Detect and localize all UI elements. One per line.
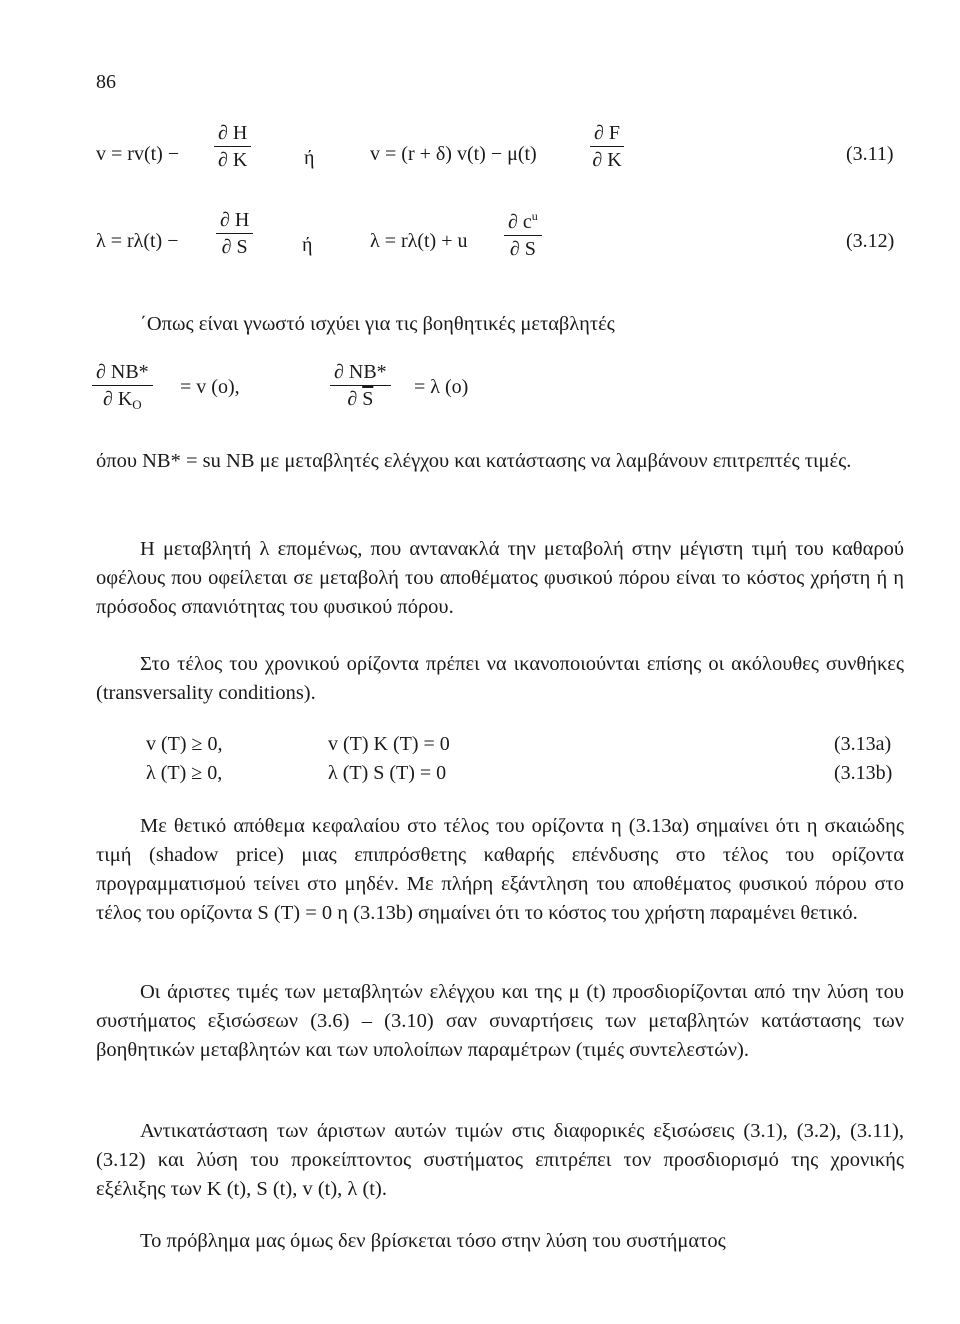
- eq-3-11-frac1-num: ∂ H: [214, 123, 251, 147]
- paragraph-optimal-values: Οι άριστες τιμές των μεταβλητών ελέγχου και της μ (t) προσδιορίζονται από την λύση του συστήματος εξισώσεων (3.6) – (3.10) σαν συναρτήσεις των μεταβλητών κατάστασης των βοηθητικών μεταβλητών και των υπολοίπων παραμέτρων (τιμές συντελεστών).: [96, 981, 904, 1061]
- eq-3-11-lhs: [96, 144, 179, 164]
- partial-1-den-text: ∂ K: [102, 388, 133, 410]
- intro-text: ΄Οπως είναι γνωστό ισχύει για τις βοηθητικές μεταβλητές: [140, 313, 615, 335]
- eq-3-11-frac2-den: ∂ K: [592, 149, 622, 171]
- eq-3-13b-right: λ (T) S (T) = 0: [328, 762, 447, 784]
- eq-3-12-fraction-2: [504, 210, 542, 259]
- eq-3-12-lhs: λ = rλ(t) −: [96, 230, 179, 252]
- eq-3-12-frac2-num-text: ∂ c: [508, 211, 532, 233]
- partial-2-den-prefix: ∂: [347, 388, 358, 410]
- paragraph-substitution: Αντικατάσταση των άριστων αυτών τιμών στις διαφορικές εξισώσεις (3.1), (3.2), (3.11), (3.12) και λύση του προκείπτοντος συστήματος επιτρέπει τον προσδιορισμό της χρονικής εξέλιξης των K (t), S (t), v (t), λ (t).: [96, 1120, 904, 1200]
- partial-1-num: ∂ NB*: [92, 362, 153, 386]
- paragraph-lambda: Η μεταβλητή λ επομένως, που αντανακλά την μεταβολή στην μέγιστη τιμή του καθαρού οφέλους που οφείλεται σε μεταβολή του αποθέματος φυσικού πόρου είναι το κόστος χρήστη ή η πρόσοδος σπανιότητας του φυσικού πόρου.: [96, 538, 904, 618]
- partial-2-den: [330, 386, 391, 409]
- page-number: 86: [96, 71, 116, 93]
- eq-3-11-frac1-den: ∂ K: [218, 149, 248, 171]
- eq-3-12-frac1-den: ∂ S: [221, 236, 248, 258]
- partial-1-den: [92, 386, 153, 411]
- eq-3-13a-label: (3.13a): [834, 733, 892, 755]
- paragraph-positive-stock: Με θετικό απόθεμα κεφαλαίου στο τέλος του ορίζοντα η (3.13α) σημαίνει ότι η σκαιώδης τιμή (shadow price) μιας επιπρόσθετης καθαρής επένδυσης στο τέλος του ορίζοντα προγραμματισμού τείνει στο μηδέν. Με πλήρη εξάντληση του αποθέματος φυσικού πόρου στο τέλος του ορίζοντα S (T) = 0 η (3.13b) σημαίνει ότι το κόστος του χρήστη παραμένει θετικό.: [96, 815, 904, 924]
- paragraph-problem: Το πρόβλημα μας όμως δεν βρίσκεται τόσο στην λύση του συστήματος: [140, 1230, 726, 1252]
- eq-3-11-lhs-text: v = rv(t) −: [96, 143, 180, 165]
- partial-2-den-var: $\overline{S}$: [362, 388, 374, 410]
- eq-3-12-rhs: λ = rλ(t) + u: [370, 230, 468, 252]
- eq-3-12-frac2-sup: u: [531, 209, 538, 223]
- partial-2: [330, 362, 391, 409]
- eq-3-11-or: ή: [304, 147, 315, 169]
- eq-3-11-fraction-1: [214, 123, 251, 170]
- eq-3-11-label: (3.11): [846, 143, 894, 165]
- partial-1-den-sub: O: [132, 397, 142, 412]
- partial-1: [92, 362, 153, 411]
- partial-2-num: ∂ NB*: [330, 362, 391, 386]
- eq-3-12-fraction-1: [216, 210, 253, 257]
- partial-1-rhs: = v (o),: [180, 376, 240, 398]
- paragraph-transversality: Στο τέλος του χρονικού ορίζοντα πρέπει να ικανοποιούνται επίσης οι ακόλουθες συνθήκες (transversality conditions).: [96, 653, 904, 704]
- eq-3-13a-left: v (T) ≥ 0,: [146, 733, 223, 755]
- eq-3-13b-label: (3.13b): [834, 762, 893, 784]
- partial-2-rhs: = λ (o): [414, 376, 469, 398]
- eq-3-13a-right: v (T) K (T) = 0: [328, 733, 450, 755]
- eq-3-12-or: ή: [302, 234, 313, 256]
- eq-3-12-frac2-num: [504, 210, 542, 236]
- eq-3-12-frac1-num: ∂ H: [216, 210, 253, 234]
- eq-3-11-rhs: v = (r + δ) v(t) − μ(t): [370, 143, 537, 165]
- eq-3-11-frac2-num: ∂ F: [590, 123, 624, 147]
- paragraph-where: όπου NB* = su NB με μεταβλητές ελέγχου και κατάστασης να λαμβάνουν επιτρεπτές τιμές.: [96, 450, 852, 472]
- eq-3-13b-left: λ (T) ≥ 0,: [146, 762, 223, 784]
- eq-3-12-label: (3.12): [846, 230, 895, 252]
- eq-3-11-fraction-2: [590, 123, 624, 170]
- eq-3-12-frac2-den: ∂ S: [509, 238, 536, 260]
